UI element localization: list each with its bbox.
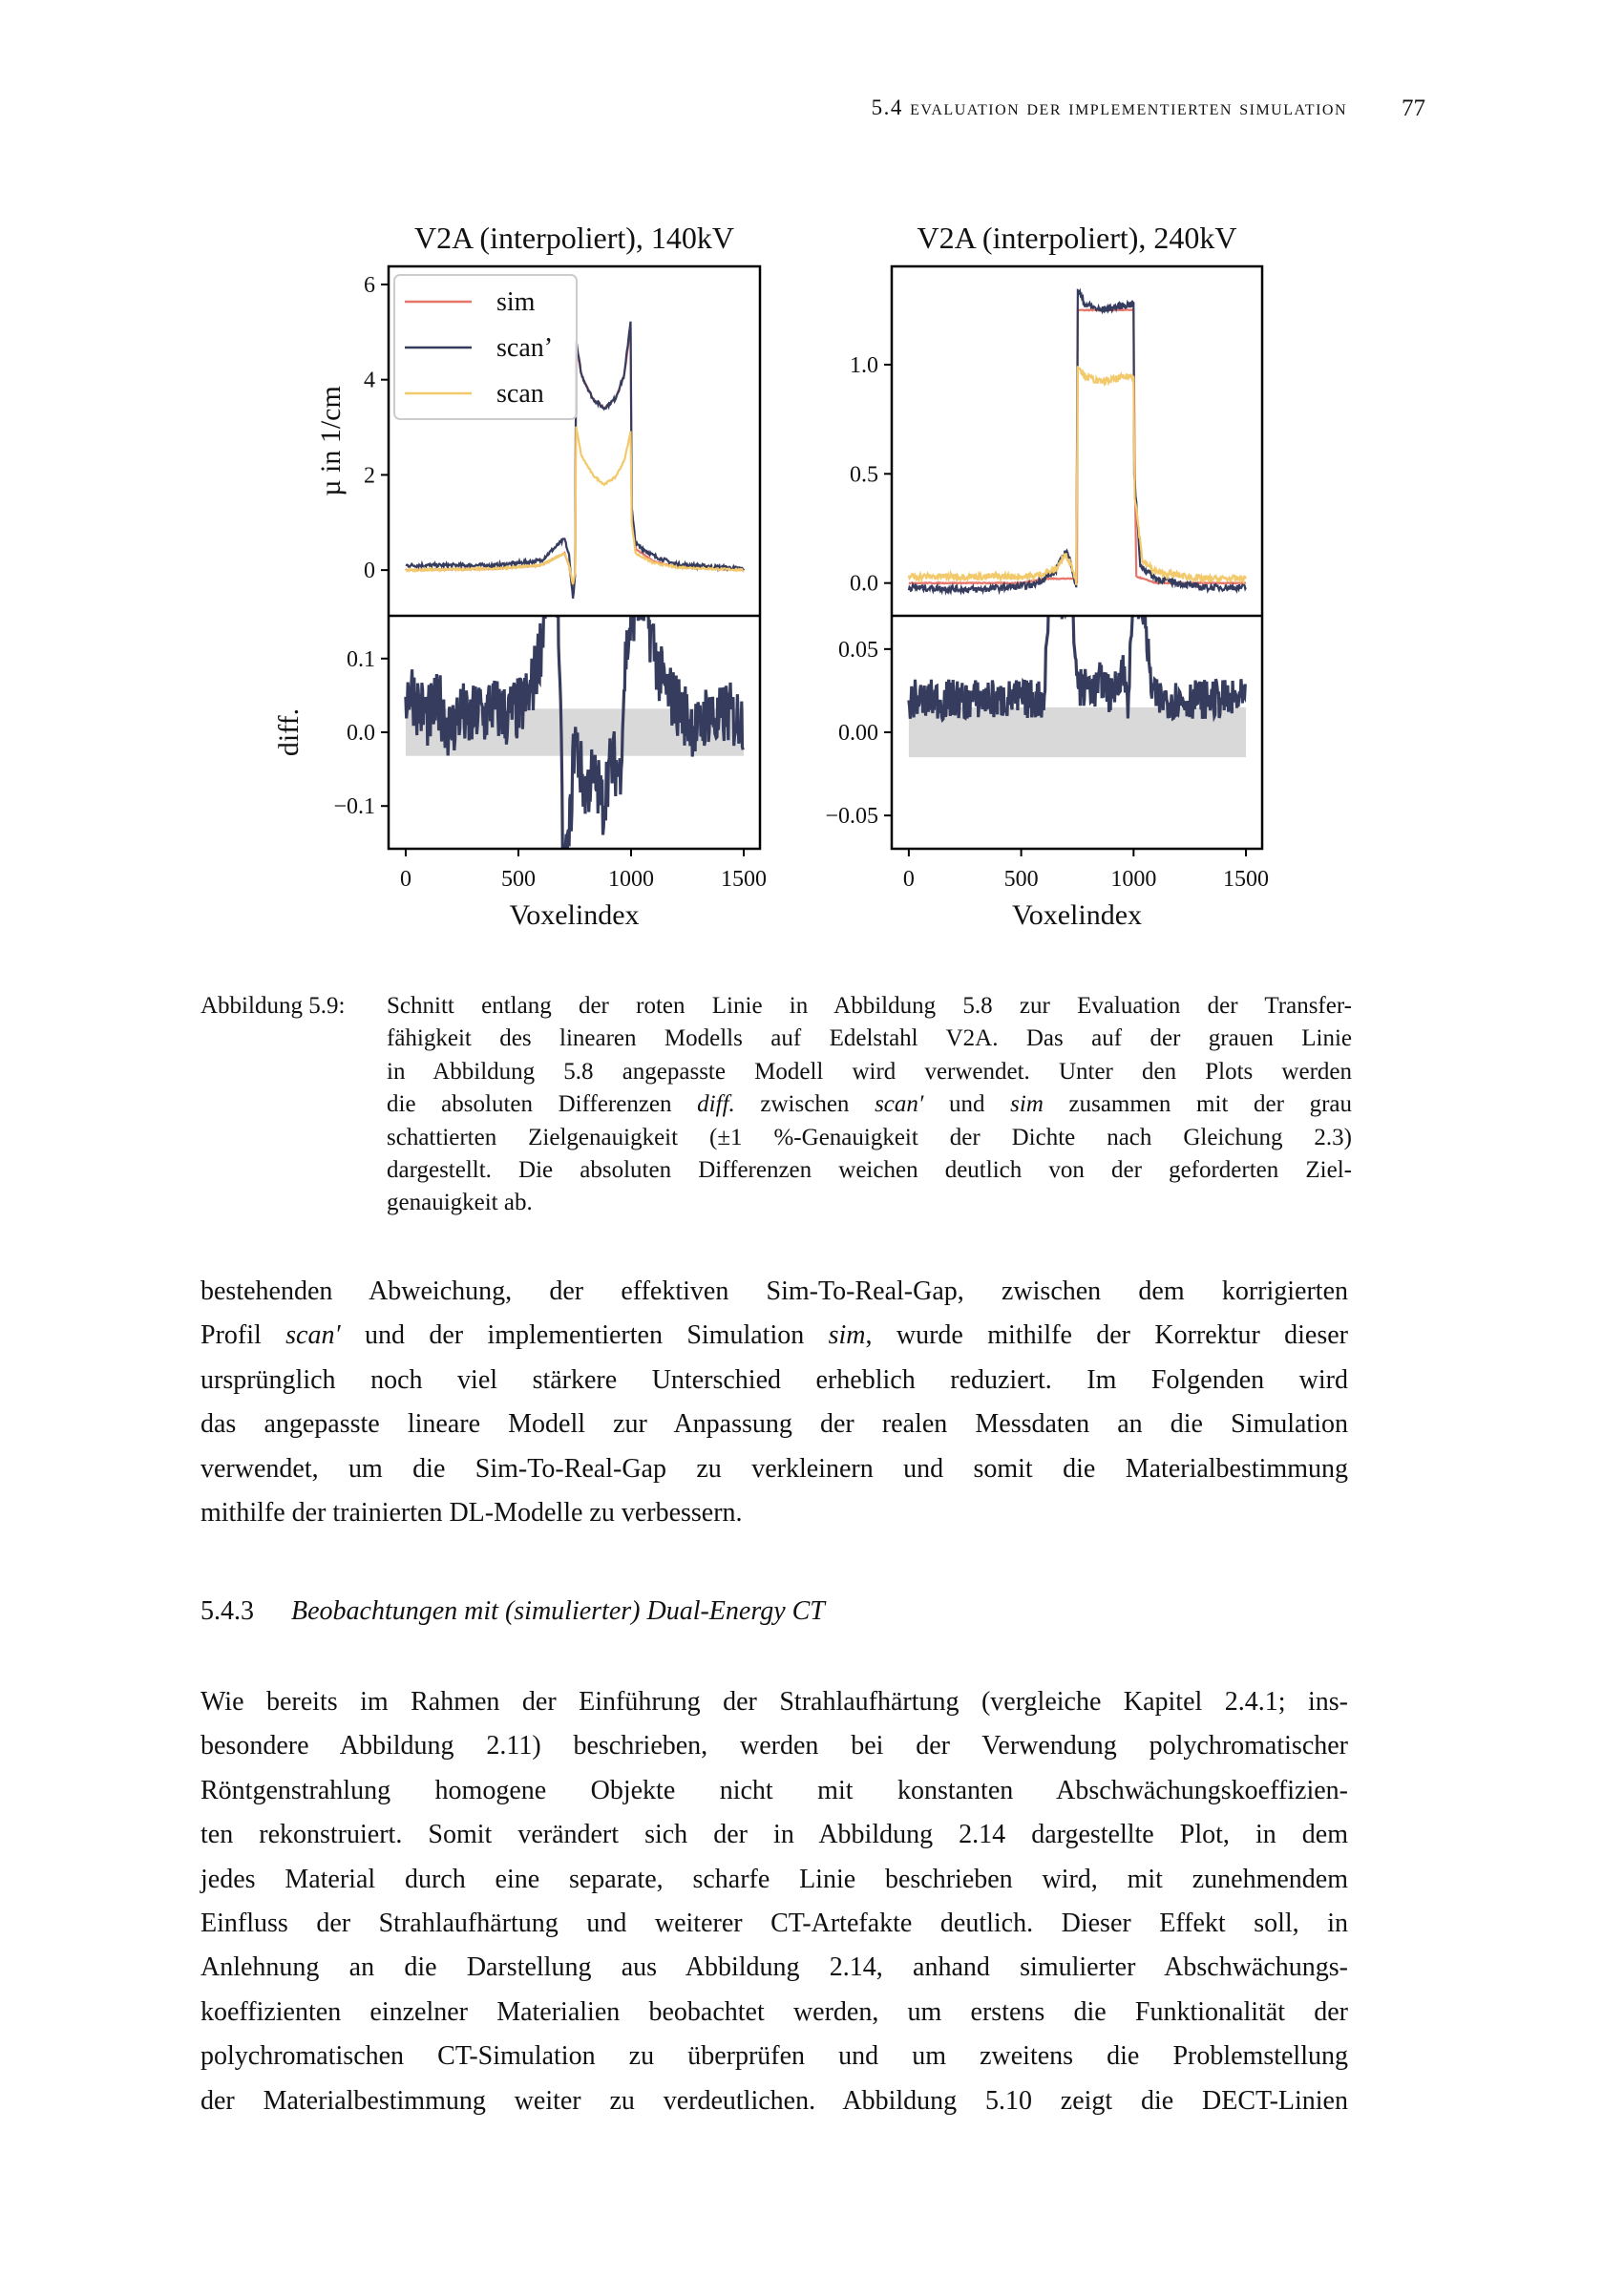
text-line [200,2079,1348,2123]
text-line [200,1858,1348,1902]
y-axis-label: µ in 1/cm [315,386,347,496]
x-tick-label: 1500 [721,867,768,892]
text-segment: ursprünglich noch viel stärkere Unterschied erheblich reduziert. Im Folgenden wird [200,1364,1348,1395]
chart-title: V2A (interpoliert), 140kV [413,221,735,255]
text-segment: koeffizienten einzelner Materialien beobachtet werden, um erstens die Funktionalität der [200,1996,1348,2027]
text-segment: ten rekonstruiert. Somit verändert sich der in Abbildung 2.14 dargestellte Plot, in dem [200,1820,1348,1850]
text-segment: verwendet, um die Sim-To-Real-Gap zu verkleinern und somit die Materialbestimmung [200,1453,1348,1484]
text-segment: sim [1010,1091,1044,1118]
x-tick-label: 1000 [1110,867,1157,892]
text-line [387,1187,1352,1219]
text-line [200,1991,1348,2035]
legend-label: scan [496,379,544,409]
text-segment: diff. [697,1091,735,1118]
text-segment: Schnitt entlang der roten Linie in Abbildung 5.8 zur Evaluation der Transfer- [387,993,1352,1019]
section-title: Beobachtungen mit (simulierter) Dual-Energy CT [291,1596,825,1626]
text-line [200,1769,1348,1813]
text-line [200,1447,1348,1491]
text-segment: zwischen [734,1091,875,1118]
text-segment: und [923,1091,1011,1118]
diff-series-group [909,581,1245,720]
x-axis-label: Voxelindex [1011,899,1143,931]
text-line [387,1122,1352,1154]
text-line [387,1056,1352,1088]
y-tick-label: 0.05 [838,637,878,663]
x-axis-label: Voxelindex [509,899,640,931]
text-segment: schattierten Zielgenauigkeit (±1 %-Genauigkeit der Dichte nach Gleichung 2.3) [387,1124,1352,1150]
text-line [200,1491,1348,1535]
text-segment: Röntgenstrahlung homogene Objekte nicht mit konstanten Abschwächungskoeffizien- [200,1775,1348,1805]
text-segment: dargestellt. Die absoluten Differenzen weichen deutlich von der geforderten Ziel- [387,1156,1352,1183]
text-segment: Profil [200,1320,286,1351]
y-tick-label: 1.0 [850,352,878,378]
x-tick-label: 0 [902,867,915,892]
x-tick-label: 1000 [607,867,654,892]
y-tick-label: 4 [364,368,375,393]
text-line [200,1902,1348,1946]
series-line-scan [909,366,1246,584]
text-line [200,1813,1348,1857]
text-segment: in Abbildung 5.8 angepasste Modell wird verwendet. Unter den Plots werden [387,1058,1352,1085]
text-segment: genauigkeit ab. [387,1190,533,1216]
y-tick-label: 2 [364,463,375,489]
text-line [387,1023,1352,1055]
paragraph-1 [200,1270,1348,1535]
text-segment: mithilfe der trainierten DL-Modelle zu verbessern. [200,1497,743,1528]
text-segment: die absoluten Differenzen [387,1091,698,1118]
text-segment: scan′ [875,1091,924,1118]
text-segment: und der implementierten Simulation [340,1320,829,1351]
y-tick-label: 6 [364,272,375,298]
text-segment: Anlehnung an die Darstellung aus Abbildung 2.14, anhand simulierter Abschwächungs- [200,1952,1348,1983]
x-tick-label: 1500 [1223,867,1270,892]
y-tick-label: 0 [364,559,375,584]
chart-title: V2A (interpoliert), 240kV [917,221,1237,255]
text-segment: der Materialbestimmung weiter zu verdeutlichen. Abbildung 5.10 zeigt die DECT-Linien [200,2085,1348,2116]
x-tick-label: 0 [399,867,411,892]
diff-axis-label: diff. [273,707,305,757]
text-segment: sim [828,1320,866,1351]
page-number: 77 [1402,95,1425,121]
text-line [200,1680,1348,1724]
text-segment: besondere Abbildung 2.11) beschrieben, werden bei der Verwendung polychromatischer [200,1731,1348,1761]
y-tick-label: 0.00 [838,721,878,746]
text-line [200,1359,1348,1403]
text-segment: bestehenden Abweichung, der effektiven Sim-To-Real-Gap, zwischen dem korrigierten [200,1276,1348,1306]
text-segment: zusammen mit der grau [1043,1091,1353,1118]
text-segment: , wurde mithilfe der Korrektur dieser [865,1320,1348,1351]
text-segment: Einfluss der Strahlaufhärtung und weiterer CT-Artefakte deutlich. Dieser Effekt soll, in [200,1908,1348,1938]
text-segment: scan′ [285,1320,341,1351]
text-segment: polychromatischen CT-Simulation zu überprüfen und um zweitens die Problemstellung [200,2041,1348,2072]
text-line [200,1270,1348,1314]
x-tick-label: 500 [500,867,536,892]
text-line [200,1724,1348,1768]
running-header: 5.4 evaluation der implementierten simulation [871,95,1347,119]
y-tick-label: 0.1 [347,646,375,672]
figure-5-9 [0,0,1624,955]
text-line [387,1154,1352,1187]
text-line [387,990,1352,1023]
section-number: 5.4.3 [200,1596,254,1626]
diff-line [909,581,1245,720]
text-segment: Wie bereits im Rahmen der Einführung der Strahlaufhärtung (vergleiche Kapitel 2.4.1; ins- [200,1687,1348,1717]
text-line [200,1946,1348,1990]
y-tick-label: 0.0 [347,721,375,746]
text-line [200,1403,1348,1446]
text-segment: jedes Material durch eine separate, scharfe Linie beschrieben wird, mit zunehmendem [200,1864,1348,1894]
legend-label: scan’ [496,333,554,363]
top-series-group [909,290,1246,592]
paragraph-2 [200,1680,1348,2123]
text-line [387,1088,1352,1121]
text-line [200,1314,1348,1358]
text-line [200,2035,1348,2078]
y-tick-label: −0.1 [333,794,375,820]
text-segment: fähigkeit des linearen Modells auf Edelstahl V2A. Das auf der grauen Linie [387,1025,1352,1052]
y-tick-label: −0.05 [825,804,878,830]
text-segment: das angepasste lineare Modell zur Anpassung der realen Messdaten an die Simulation [200,1409,1348,1440]
y-tick-label: 0.0 [850,571,878,597]
figure-caption [387,990,1352,1220]
x-tick-label: 500 [1003,867,1039,892]
caption-label: Abbildung 5.9: [200,993,346,1019]
y-tick-label: 0.5 [850,462,878,488]
section-heading [200,1590,825,1634]
legend-label: sim [496,287,536,317]
